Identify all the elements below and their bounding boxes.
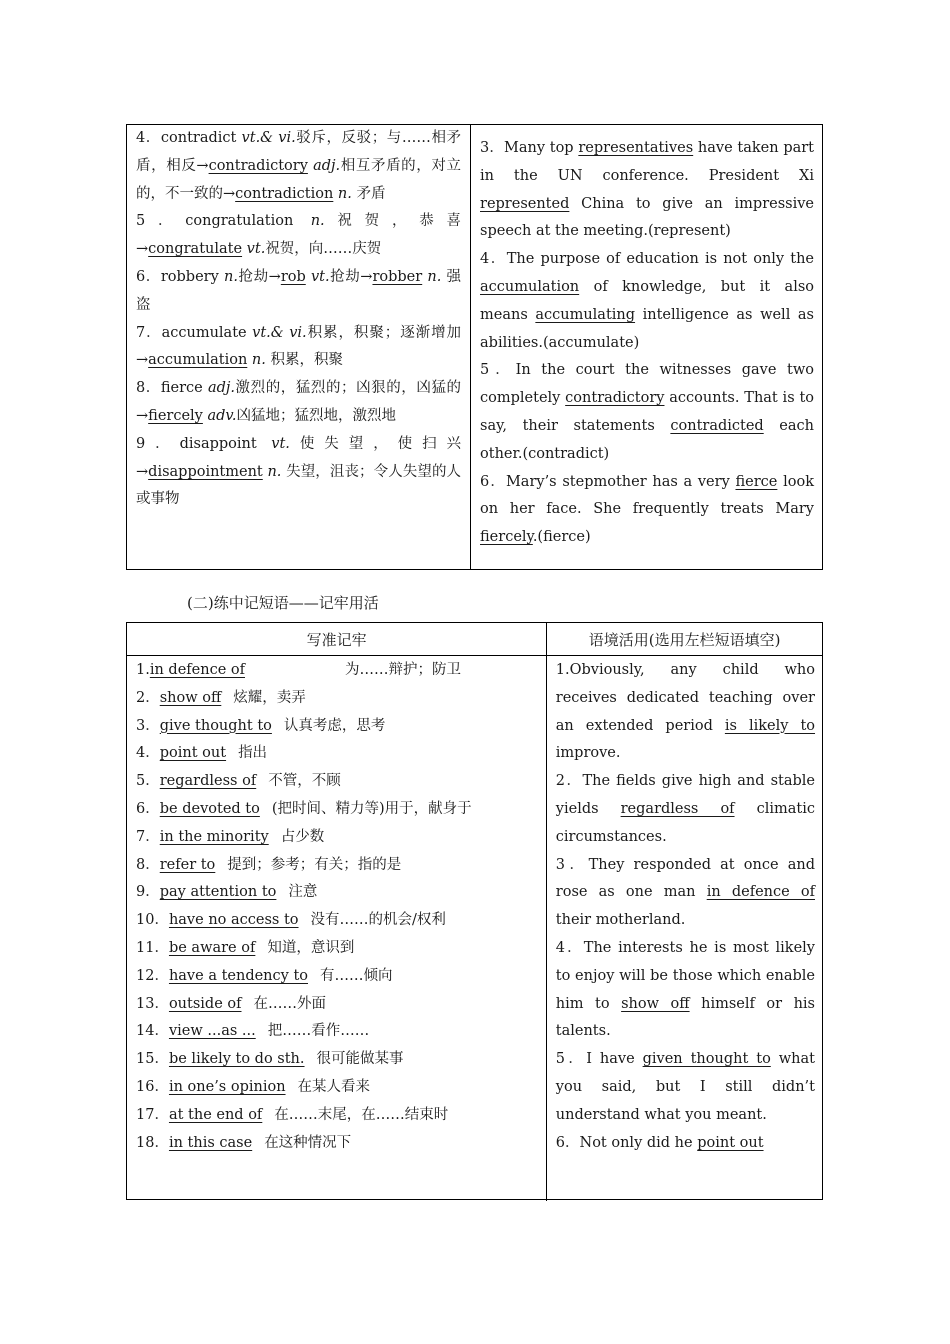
sentence-text: 6．Not only did he bbox=[555, 1134, 698, 1151]
phrase-english: in this case bbox=[168, 1134, 253, 1151]
sentence-text: accounts. That is to say, their statements bbox=[480, 390, 814, 434]
word: 9．disappoint bbox=[136, 435, 272, 452]
phrase-item bbox=[136, 1102, 546, 1130]
phrase-chinese: 在……末尾，在……结束时 bbox=[274, 1106, 449, 1123]
phrase-chinese: 没有……的机会/权利 bbox=[310, 912, 446, 929]
phrase-item bbox=[136, 685, 546, 713]
answer: is likely to bbox=[724, 717, 816, 734]
phrase-english: regardless of bbox=[159, 773, 257, 790]
vocab-left-column bbox=[127, 125, 471, 569]
definition: 抢劫→ bbox=[329, 268, 373, 285]
phrase-chinese: 在这种情况下 bbox=[264, 1134, 352, 1151]
phrase-item bbox=[136, 713, 546, 741]
phrase-number: 16． bbox=[136, 1078, 169, 1095]
phrase-english: point out bbox=[159, 745, 227, 762]
sentence-text: look on her face. She frequently treats Mary bbox=[480, 473, 814, 518]
phrase-number: 11． bbox=[136, 939, 169, 956]
phrase-number: 12． bbox=[136, 967, 169, 984]
phrase-table-body bbox=[127, 656, 822, 1201]
phrase-item bbox=[136, 740, 546, 768]
definition: 驳斥，反驳；与……相矛盾，相反→ bbox=[136, 130, 462, 174]
phrase-number: 18． bbox=[136, 1134, 169, 1151]
phrase-chinese: 在……外面 bbox=[253, 995, 326, 1012]
phrase-chinese: 指出 bbox=[238, 745, 268, 762]
phrase-number: 1. bbox=[136, 662, 150, 678]
phrase-item bbox=[136, 824, 546, 852]
answer: rob bbox=[280, 268, 306, 285]
phrase-chinese: 占少数 bbox=[280, 828, 325, 845]
sentence-text: 3．Many top bbox=[480, 140, 579, 156]
phrase-english: show off bbox=[159, 689, 222, 706]
pos: adj. bbox=[307, 157, 341, 174]
definition: 祝贺，向……庆贺 bbox=[265, 241, 382, 258]
phrase-item bbox=[136, 991, 546, 1019]
vocab-entry-7 bbox=[136, 320, 461, 376]
phrase-chinese: 有……倾向 bbox=[320, 967, 393, 984]
phrase-number: 5． bbox=[136, 773, 160, 790]
sentence-text: himself or his talents. bbox=[555, 995, 815, 1040]
sentence-5 bbox=[480, 357, 814, 468]
sentence-text: 5．In the court the witnesses gave two completely bbox=[480, 362, 814, 407]
sentence-text: 2．The fields give high and stable yields bbox=[555, 773, 815, 817]
pos: vt. bbox=[271, 435, 290, 452]
word: 7．accumulate bbox=[136, 324, 253, 341]
answer: accumulation bbox=[148, 352, 248, 369]
phrase-chinese: 为……辩护；防卫 bbox=[345, 662, 461, 678]
phrase-item bbox=[136, 657, 546, 685]
answer: robber bbox=[372, 268, 423, 285]
definition: 激烈的，猛烈的；凶狠的，凶猛的→ bbox=[136, 380, 462, 424]
sentence-6 bbox=[480, 469, 814, 552]
header-left: 写准记牢 bbox=[127, 623, 547, 655]
answer: fiercely bbox=[148, 407, 203, 424]
phrase-number: 4． bbox=[136, 745, 160, 762]
pos: vt.& vi. bbox=[241, 130, 296, 146]
word: 5．congratulation bbox=[136, 213, 311, 230]
context-sentence bbox=[556, 1046, 815, 1129]
phrase-chinese: 炫耀，卖弄 bbox=[233, 689, 306, 706]
sentence-text: of knowledge, but it also means bbox=[480, 278, 814, 323]
phrase-chinese: 在某人看来 bbox=[297, 1078, 371, 1095]
section-heading: (二)练中记短语——记牢用活 bbox=[187, 594, 379, 612]
definition: 积累，积聚 bbox=[270, 352, 343, 369]
context-sentence bbox=[556, 935, 815, 1046]
context-sentence bbox=[556, 768, 815, 851]
pos: n. bbox=[262, 463, 282, 480]
context-sentence bbox=[556, 657, 815, 768]
phrase-english: at the end of bbox=[168, 1106, 263, 1123]
answer: regardless of bbox=[620, 800, 735, 817]
phrase-number: 3． bbox=[136, 717, 160, 734]
word: 6．robbery bbox=[136, 268, 224, 285]
phrase-item bbox=[136, 1046, 546, 1074]
pos: vt.& vi. bbox=[252, 324, 307, 341]
phrase-item bbox=[136, 768, 546, 796]
phrase-number: 9． bbox=[136, 884, 160, 901]
definition: 相互矛盾的，对立的，不一致的→ bbox=[136, 157, 461, 202]
definition: 积累，积聚；逐渐增加→ bbox=[136, 324, 462, 369]
phrase-item bbox=[136, 935, 546, 963]
phrase-number: 8． bbox=[136, 856, 160, 873]
sentence-3 bbox=[480, 135, 814, 246]
vocab-table bbox=[126, 124, 823, 570]
phrase-english: give thought to bbox=[159, 717, 272, 734]
sentence-text: 4．The interests he is most likely to enjoy will be those which enable him to bbox=[555, 939, 815, 1012]
phrase-number: 15． bbox=[136, 1051, 169, 1068]
pos: n. bbox=[333, 185, 352, 202]
sentence-text: China to give an impressive speech at the meeting.(represent) bbox=[480, 195, 814, 240]
phrase-english: refer to bbox=[159, 856, 216, 873]
definition: 祝贺，恭喜→ bbox=[136, 213, 462, 258]
sentence-text: improve. bbox=[555, 745, 621, 762]
phrase-table-header bbox=[127, 623, 822, 656]
phrase-english: have a tendency to bbox=[168, 967, 308, 984]
phrase-english: outside of bbox=[168, 995, 242, 1012]
context-sentences bbox=[547, 656, 822, 1201]
sentence-text: have taken part in the UN conference. President Xi bbox=[480, 140, 814, 184]
definition: 强盗 bbox=[136, 268, 462, 313]
context-sentence bbox=[556, 852, 815, 935]
vocab-entry-4 bbox=[136, 125, 461, 208]
phrase-english: be aware of bbox=[168, 939, 256, 956]
sentence-text: what you said, but I still didn’t understand what you meant. bbox=[555, 1051, 815, 1123]
phrase-chinese: 很可能做某事 bbox=[316, 1051, 404, 1068]
answer: congratulate bbox=[148, 241, 243, 258]
vocab-entry-6 bbox=[136, 264, 461, 320]
pos: adj. bbox=[207, 380, 235, 397]
answer: given thought to bbox=[642, 1051, 771, 1068]
sentence-text: 4．The purpose of education is not only the bbox=[480, 251, 814, 268]
definition: 抢劫→ bbox=[237, 268, 281, 285]
sentence-text: 6．Mary’s stepmother has a very bbox=[480, 473, 736, 490]
header-right: 语境活用(选用左栏短语填空) bbox=[588, 630, 781, 649]
phrase-chinese: 把……看作…… bbox=[267, 1023, 370, 1040]
pos: vt. bbox=[242, 241, 266, 258]
phrase-number: 14． bbox=[136, 1023, 169, 1040]
phrase-chinese: 提到；参考；有关；指的是 bbox=[227, 856, 402, 873]
answer: show off bbox=[621, 995, 690, 1012]
pos: n. bbox=[223, 268, 238, 285]
phrase-english: in defence of bbox=[149, 662, 245, 678]
answer: fiercely bbox=[480, 529, 533, 546]
vocab-entry-8 bbox=[136, 375, 461, 431]
phrase-number: 17． bbox=[136, 1106, 169, 1123]
phrase-chinese: 不管，不顾 bbox=[268, 773, 341, 790]
phrase-english: be likely to do sth. bbox=[168, 1051, 305, 1068]
phrase-table bbox=[126, 622, 823, 1200]
answer: contradictory bbox=[565, 390, 665, 407]
sentence-text: 3．They responded at once and rose as one man bbox=[555, 856, 815, 901]
phrase-list bbox=[127, 656, 547, 1201]
sentence-4 bbox=[480, 246, 814, 357]
answer: contradiction bbox=[235, 185, 334, 202]
sentence-text: 5．I have bbox=[555, 1051, 643, 1068]
phrase-item bbox=[136, 879, 546, 907]
answer: point out bbox=[697, 1134, 764, 1151]
sentence-text: intelligence as well as abilities.(accumulate) bbox=[480, 306, 814, 351]
definition: 失望，沮丧；令人失望的人或事物 bbox=[136, 463, 462, 508]
word: 8．fierce bbox=[136, 380, 208, 397]
sentence-text: each other.(contradict) bbox=[480, 417, 814, 462]
phrase-english: be devoted to bbox=[159, 800, 260, 817]
phrase-chinese: 认真考虑，思考 bbox=[283, 717, 386, 734]
phrase-item bbox=[136, 907, 546, 935]
phrase-item bbox=[136, 852, 546, 880]
definition: 凶猛地；猛烈地，激烈地 bbox=[236, 407, 396, 424]
phrase-english: view ...as ... bbox=[168, 1023, 256, 1040]
phrase-number: 2． bbox=[136, 689, 160, 706]
phrase-item bbox=[136, 1074, 546, 1102]
answer: fierce bbox=[735, 473, 778, 490]
phrase-english: pay attention to bbox=[159, 884, 277, 901]
sentence-text: climatic circumstances. bbox=[555, 800, 815, 845]
phrase-number: 6． bbox=[136, 800, 160, 817]
phrase-item bbox=[136, 1130, 546, 1158]
answer: disappointment bbox=[148, 463, 263, 480]
answer: accumulating bbox=[535, 306, 636, 323]
answer: represented bbox=[480, 195, 570, 212]
sentence-text: 1.Obviously, any child who receives dedicated teaching over an extended period bbox=[555, 662, 815, 734]
pos: adv. bbox=[202, 407, 237, 424]
pos: n. bbox=[247, 352, 266, 369]
pos: vt. bbox=[305, 268, 330, 285]
phrase-item bbox=[136, 1018, 546, 1046]
pos: n. bbox=[422, 268, 442, 285]
phrase-chinese: (把时间、精力等)用于，献身于 bbox=[271, 800, 472, 817]
word: 4．contradict bbox=[136, 130, 242, 146]
phrase-number: 7． bbox=[136, 828, 160, 845]
phrase-item bbox=[136, 963, 546, 991]
pos: n. bbox=[310, 213, 325, 230]
answer: contradictory bbox=[208, 157, 308, 174]
phrase-number: 13． bbox=[136, 995, 169, 1012]
answer: contradicted bbox=[670, 417, 764, 434]
sentence-text: their motherland. bbox=[555, 912, 686, 929]
answer: in defence of bbox=[706, 884, 815, 901]
answer: representatives bbox=[578, 140, 694, 156]
phrase-number: 10． bbox=[136, 912, 169, 929]
context-sentence bbox=[556, 1130, 815, 1158]
phrase-english: have no access to bbox=[168, 912, 299, 929]
definition: 矛盾 bbox=[356, 185, 386, 202]
vocab-entry-9 bbox=[136, 431, 461, 514]
phrase-english: in one’s opinion bbox=[168, 1078, 286, 1095]
vocab-entry-5 bbox=[136, 208, 461, 264]
vocab-right-column bbox=[471, 125, 822, 569]
definition: 使失望，使扫兴→ bbox=[136, 435, 462, 480]
phrase-chinese: 知道，意识到 bbox=[267, 939, 355, 956]
phrase-english: in the minority bbox=[159, 828, 269, 845]
sentence-text: .(fierce) bbox=[532, 529, 591, 546]
phrase-chinese: 注意 bbox=[288, 884, 318, 901]
phrase-item bbox=[136, 796, 546, 824]
answer: accumulation bbox=[480, 278, 580, 295]
